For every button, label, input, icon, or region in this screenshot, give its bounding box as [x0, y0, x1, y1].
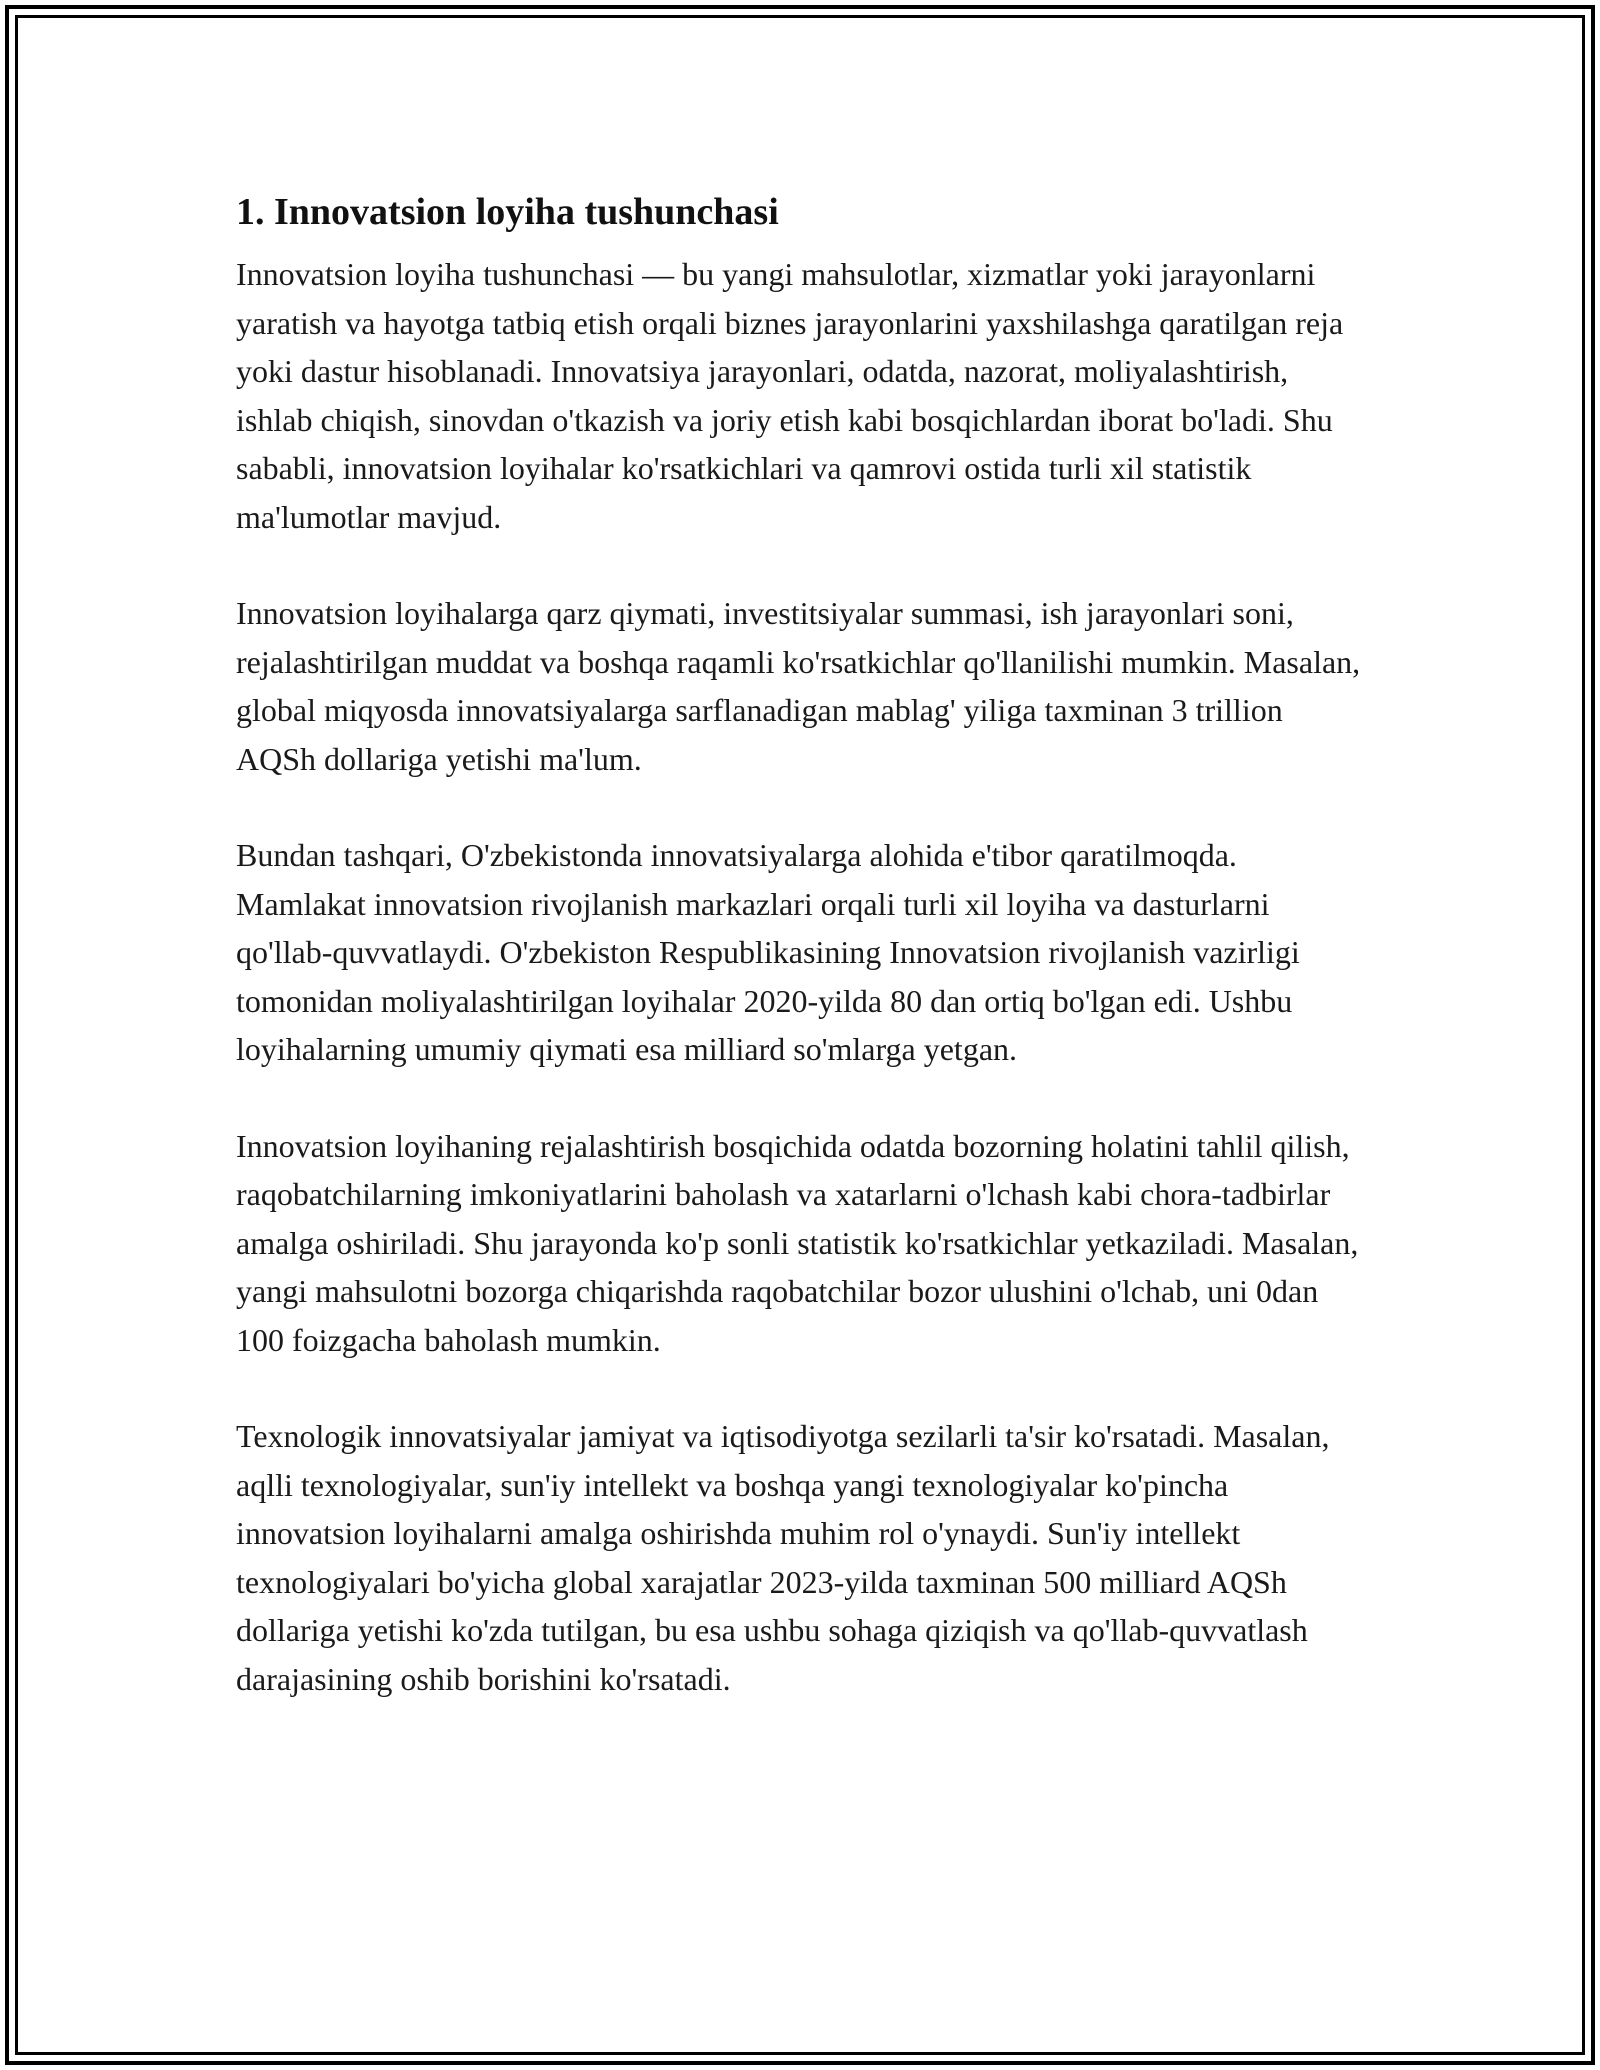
section-heading: 1. Innovatsion loyiha tushunchasi: [236, 191, 779, 233]
paragraph-4: Innovatsion loyihaning rejalashtirish bosqichida odatda bozorning holatini tahlil qilish, raqobatchilarning imkoniyatlarini baholash va xatarlarni o'lchash kabi chora-tadbirlar amalga oshiriladi. Shu jarayonda ko'p sonli statistik ko'rsatkichlar yetkaziladi. Masalan, yangi mahsulotni bozorga chiqarishda raqobatchilar bozor ulushini o'lchab, uni 0dan 100 foizgacha baholash mumkin.: [236, 1127, 1359, 1358]
paragraph-5: Texnologik innovatsiyalar jamiyat va iqtisodiyotga sezilarli ta'sir ko'rsatadi. Masalan, aqlli texnologiyalar, sun'iy intellekt va boshqa yangi texnologiyalar ko'pincha innovatsion loyihalarni amalga oshirishda muhim rol o'ynaydi. Sun'iy intellekt texnologiyalari bo'yicha global xarajatlar 2023-yilda taxminan 500 milliard AQSh dollariga yetishi ko'zda tutilgan, bu esa ushbu sohaga qiziqish va qo'llab-quvvatlash darajasining oshib borishini ko'rsatadi.: [236, 1418, 1330, 1697]
paragraph-3: Bundan tashqari, O'zbekistonda innovatsiyalarga alohida e'tibor qaratilmoqda. Mamlakat innovatsion rivojlanish markazlari orqali turli xil loyiha va dasturlarni qo'llab-quvvatlaydi. O'zbekiston Respublikasining Innovatsion rivojlanish vazirligi tomonidan moliyalashtirilgan loyihalar 2020-yilda 80 dan ortiq bo'lgan edi. Ushbu loyihalarning umumiy qiymati esa milliard so'mlarga yetgan.: [236, 837, 1300, 1067]
paragraph-2: Innovatsion loyihalarga qarz qiymati, investitsiyalar summasi, ish jarayonlari soni, rejalashtirilgan muddat va boshqa raqamli ko'rsatkichlar qo'llanilishi mumkin. Masalan, global miqyosda innovatsiyalarga sarflanadigan mablag' yiliga taxminan 3 trillion AQSh dollariga yetishi ma'lum.: [236, 595, 1361, 777]
paragraph-1: Innovatsion loyiha tushunchasi — bu yangi mahsulotlar, xizmatlar yoki jarayonlarni yaratish va hayotga tatbiq etish orqali biznes jarayonlarini yaxshilashga qaratilgan reja yoki dastur hisoblanadi. Innovatsiya jarayonlari, odatda, nazorat, moliyalashtirish, ishlab chiqish, sinovdan o'tkazish va joriy etish kabi bosqichlardan iborat bo'ladi. Shu sababli, innovatsion loyihalar ko'rsatkichlari va qamrovi ostida turli xil statistik ma'lumotlar mavjud.: [236, 256, 1344, 535]
document-body: [236, 186, 1366, 1751]
